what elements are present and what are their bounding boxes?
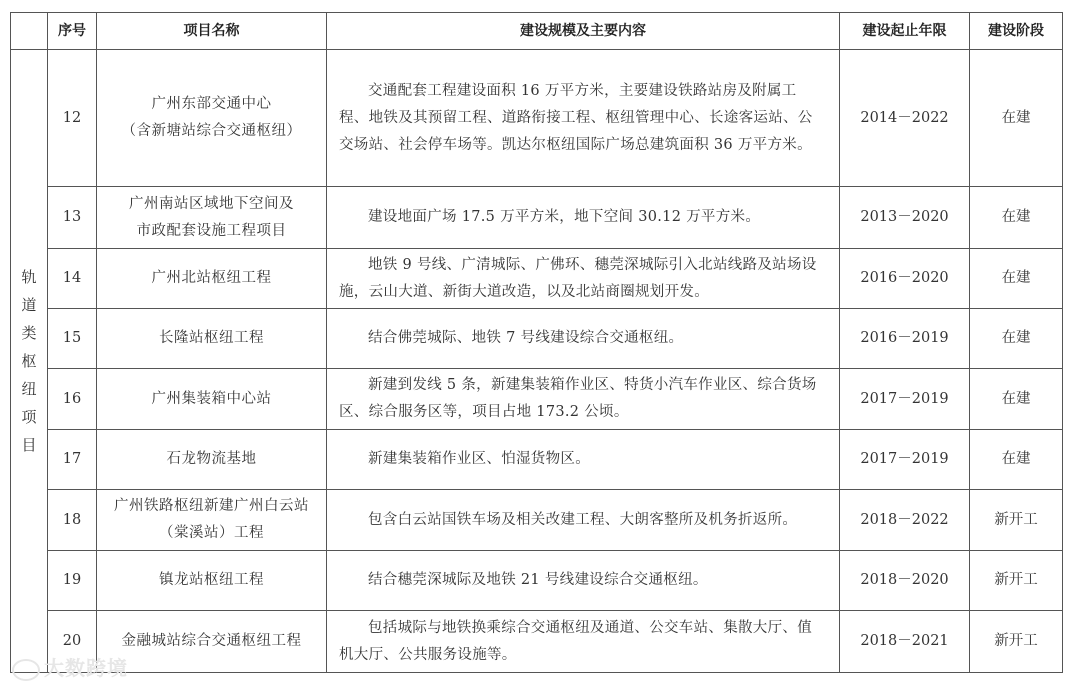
project-stage: 在建: [970, 249, 1063, 309]
project-content: 结合佛莞城际、地铁 7 号线建设综合交通枢纽。: [327, 309, 840, 369]
header-years: 建设起止年限: [840, 13, 970, 50]
watermark-logo-icon: [12, 659, 40, 681]
row-number: 20: [48, 611, 97, 673]
project-name-line1: 石龙物流基地: [166, 451, 257, 467]
project-stage: 新开工: [970, 490, 1063, 551]
header-name: 项目名称: [97, 13, 327, 50]
project-stage: 在建: [970, 309, 1063, 369]
table-row: [11, 187, 1063, 249]
project-years: 2018－2021: [840, 611, 970, 673]
project-content: 新建到发线 5 条，新建集装箱作业区、特货小汽车作业区、综合货场区、综合服务区等，项目占地 173.2 公顷。: [327, 369, 840, 430]
project-name-line1: 长隆站枢纽工程: [159, 330, 264, 346]
project-content: 包括城际与地铁换乘综合交通枢纽及通道、公交车站、集散大厅、值机大厅、公共服务设施等。: [327, 611, 840, 673]
project-name-line1: 广州东部交通中心: [151, 96, 272, 112]
table-row: [11, 611, 1063, 673]
project-years: 2018－2022: [840, 490, 970, 551]
watermark: [12, 652, 128, 681]
project-name-cell: [97, 50, 327, 187]
table-row: [11, 249, 1063, 309]
table-row: [11, 551, 1063, 611]
project-stage: 在建: [970, 50, 1063, 187]
project-years: 2017－2019: [840, 369, 970, 430]
header-stage: 建设阶段: [970, 13, 1063, 50]
project-name-line1: 金融城站综合交通枢纽工程: [121, 633, 302, 649]
project-content: 地铁 9 号线、广清城际、广佛环、穗莞深城际引入北站线路及站场设施，云山大道、新街大道改造，以及北站商圈规划开发。: [327, 249, 840, 309]
project-name-line1: 镇龙站枢纽工程: [159, 572, 264, 588]
row-number: 13: [48, 187, 97, 249]
project-name-line1: 广州南站区域地下空间及: [129, 195, 294, 212]
project-name-line1: 广州北站枢纽工程: [151, 270, 272, 286]
project-content: 结合穗莞深城际及地铁 21 号线建设综合交通枢纽。: [327, 551, 840, 611]
project-years: 2016－2020: [840, 249, 970, 309]
project-stage: 新开工: [970, 551, 1063, 611]
header-no: 序号: [48, 13, 97, 50]
header-blank: [11, 13, 48, 50]
row-number: 19: [48, 551, 97, 611]
project-name-cell: [97, 551, 327, 611]
project-name-line1: 广州集装箱中心站: [151, 390, 272, 407]
project-content: 交通配套工程建设面积 16 万平方米，主要建设铁路站房及附属工程、地铁及其预留工程、道路衔接工程、枢纽管理中心、长途客运站、公交场站、社会停车场等。凯达尔枢纽国际广场总建筑面积 36 万平方米。: [327, 50, 840, 187]
project-years: 2014－2022: [840, 50, 970, 187]
project-name-cell: [97, 187, 327, 249]
project-name-cell: [97, 490, 327, 551]
project-name-line2: （棠溪站）工程: [159, 525, 264, 541]
project-years: 2017－2019: [840, 430, 970, 490]
row-number: 15: [48, 309, 97, 369]
row-number: 12: [48, 50, 97, 187]
row-number: 17: [48, 430, 97, 490]
header-row: [11, 13, 1063, 50]
project-table: [10, 12, 1063, 673]
header-content: 建设规模及主要内容: [327, 13, 840, 50]
project-stage: 新开工: [970, 611, 1063, 673]
table-row: [11, 309, 1063, 369]
category-label: 轨道类枢纽项目: [21, 267, 37, 454]
project-name-line1: 广州铁路枢纽新建广州白云站: [114, 498, 309, 514]
project-stage: 在建: [970, 187, 1063, 249]
project-years: 2016－2019: [840, 309, 970, 369]
row-number: 18: [48, 490, 97, 551]
project-name-line2: （含新塘站综合交通枢纽）: [121, 123, 302, 139]
project-years: 2018－2020: [840, 551, 970, 611]
project-stage: 在建: [970, 430, 1063, 490]
table-row: [11, 490, 1063, 551]
project-name-line2: 市政配套设施工程项目: [136, 222, 287, 239]
table-row: [11, 369, 1063, 430]
project-content: 建设地面广场 17.5 万平方米，地下空间 30.12 万平方米。: [327, 187, 840, 249]
watermark-text: 大数跨境: [44, 656, 128, 680]
project-content: 新建集装箱作业区、怕湿货物区。: [327, 430, 840, 490]
project-name-cell: [97, 369, 327, 430]
row-number: 14: [48, 249, 97, 309]
table-row: [11, 430, 1063, 490]
project-content: 包含白云站国铁车场及相关改建工程、大朗客整所及机务折返所。: [327, 490, 840, 551]
project-name-cell: [97, 309, 327, 369]
project-name-cell: [97, 430, 327, 490]
project-name-cell: [97, 249, 327, 309]
project-name-cell: [97, 611, 327, 673]
project-stage: 在建: [970, 369, 1063, 430]
row-number: 16: [48, 369, 97, 430]
project-years: 2013－2020: [840, 187, 970, 249]
category-cell: [11, 50, 48, 673]
table-row: [11, 50, 1063, 187]
